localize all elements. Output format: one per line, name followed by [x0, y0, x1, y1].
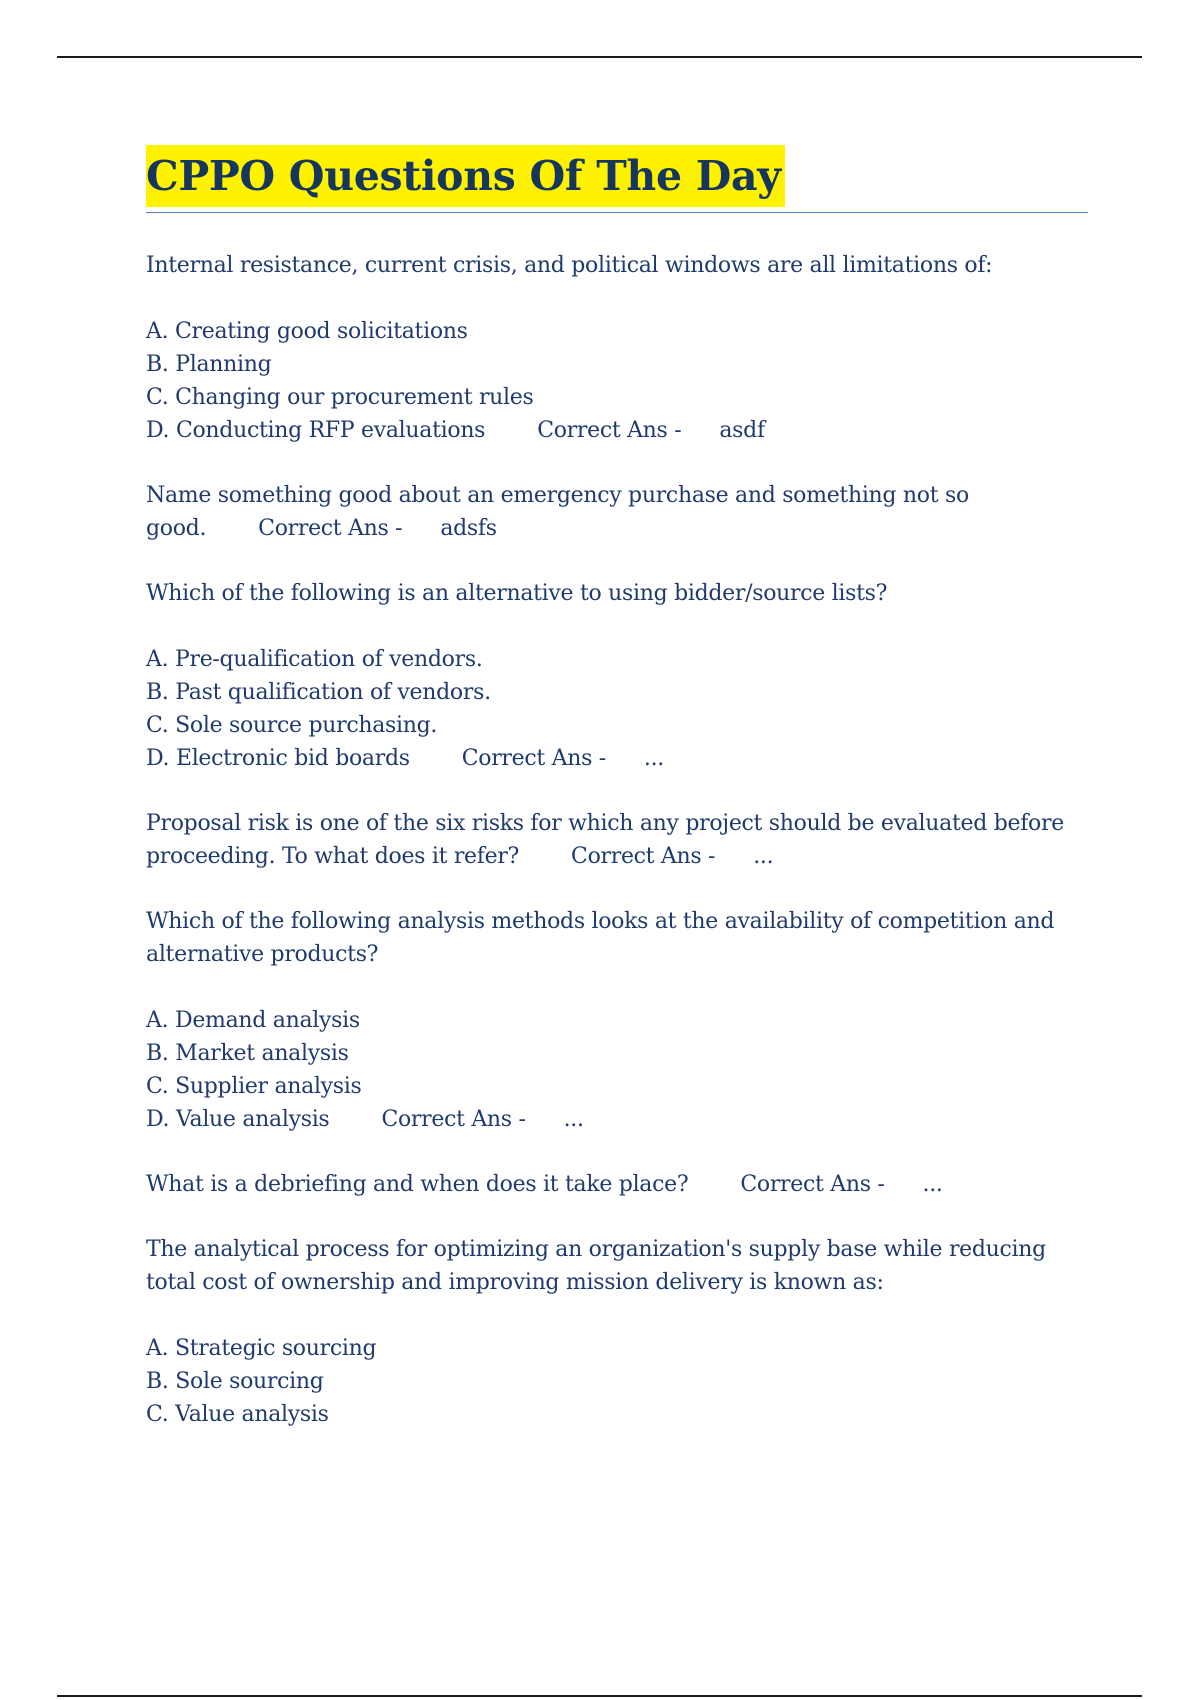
- answer-label: Correct Ans -: [461, 746, 606, 771]
- option-d-line: [146, 414, 1088, 447]
- option-list: [146, 315, 1088, 447]
- question-block-6: [146, 1168, 1088, 1201]
- option-d: D. Value analysis: [146, 1107, 330, 1132]
- title-block: [146, 145, 1088, 208]
- option-list: [146, 643, 1088, 775]
- option-b: B. Sole sourcing: [146, 1369, 324, 1394]
- document-body: [146, 145, 1088, 1431]
- answer-label: Correct Ans -: [740, 1172, 885, 1197]
- option-d: D. Conducting RFP evaluations: [146, 418, 486, 443]
- option-b: B. Past qualification of vendors.: [146, 680, 491, 705]
- option-list: [146, 1332, 1088, 1431]
- question-block-5: [146, 905, 1088, 1136]
- answer-value: ...: [922, 1172, 943, 1197]
- question-text: Name something good about an emergency purchase and something not so good.: [146, 483, 969, 541]
- option-a: A. Pre-qualification of vendors.: [146, 647, 483, 672]
- option-b: B. Planning: [146, 352, 272, 377]
- answer-label: Correct Ans -: [381, 1107, 526, 1132]
- question-line: [146, 479, 1088, 545]
- option-d-line: [146, 1103, 1088, 1136]
- question-block-1: [146, 249, 1088, 447]
- question-block-7: [146, 1233, 1088, 1431]
- question-text: What is a debriefing and when does it take place?: [146, 1172, 689, 1197]
- title-underline: [146, 212, 1088, 213]
- page-title: CPPO Questions Of The Day: [146, 145, 785, 207]
- question-text: The analytical process for optimizing an organization's supply base while reducing total cost of ownership and improving mission delivery is known as:: [146, 1237, 1046, 1295]
- question-text: Which of the following is an alternative to using bidder/source lists?: [146, 581, 888, 606]
- answer-label: Correct Ans -: [571, 844, 716, 869]
- question-block-4: [146, 807, 1088, 873]
- answer-value: asdf: [719, 418, 765, 443]
- question-block-2: [146, 479, 1088, 545]
- answer-value: ...: [643, 746, 664, 771]
- option-a: A. Strategic sourcing: [146, 1336, 377, 1361]
- question-text: Proposal risk is one of the six risks for which any project should be evaluated before proceeding. To what does it refer?: [146, 811, 1064, 869]
- option-b: B. Market analysis: [146, 1041, 349, 1066]
- option-d: D. Electronic bid boards: [146, 746, 410, 771]
- question-text: Internal resistance, current crisis, and political windows are all limitations of:: [146, 253, 993, 278]
- answer-value: ...: [753, 844, 774, 869]
- question-line: [146, 1168, 1088, 1201]
- option-c: C. Sole source purchasing.: [146, 713, 438, 738]
- option-d-line: [146, 742, 1088, 775]
- question-line: [146, 807, 1088, 873]
- question-text: Which of the following analysis methods looks at the availability of competition and alternative products?: [146, 909, 1055, 967]
- option-list: [146, 1004, 1088, 1136]
- option-c: C. Changing our procurement rules: [146, 385, 534, 410]
- answer-value: ...: [563, 1107, 584, 1132]
- option-a: A. Demand analysis: [146, 1008, 360, 1033]
- option-c: C. Value analysis: [146, 1402, 329, 1427]
- answer-label: Correct Ans -: [258, 516, 403, 541]
- answer-label: Correct Ans -: [537, 418, 682, 443]
- option-c: C. Supplier analysis: [146, 1074, 362, 1099]
- question-block-3: [146, 577, 1088, 775]
- option-a: A. Creating good solicitations: [146, 319, 468, 344]
- footer-rule: [57, 1695, 1142, 1697]
- header-rule: [57, 56, 1142, 58]
- answer-value: adsfs: [440, 516, 497, 541]
